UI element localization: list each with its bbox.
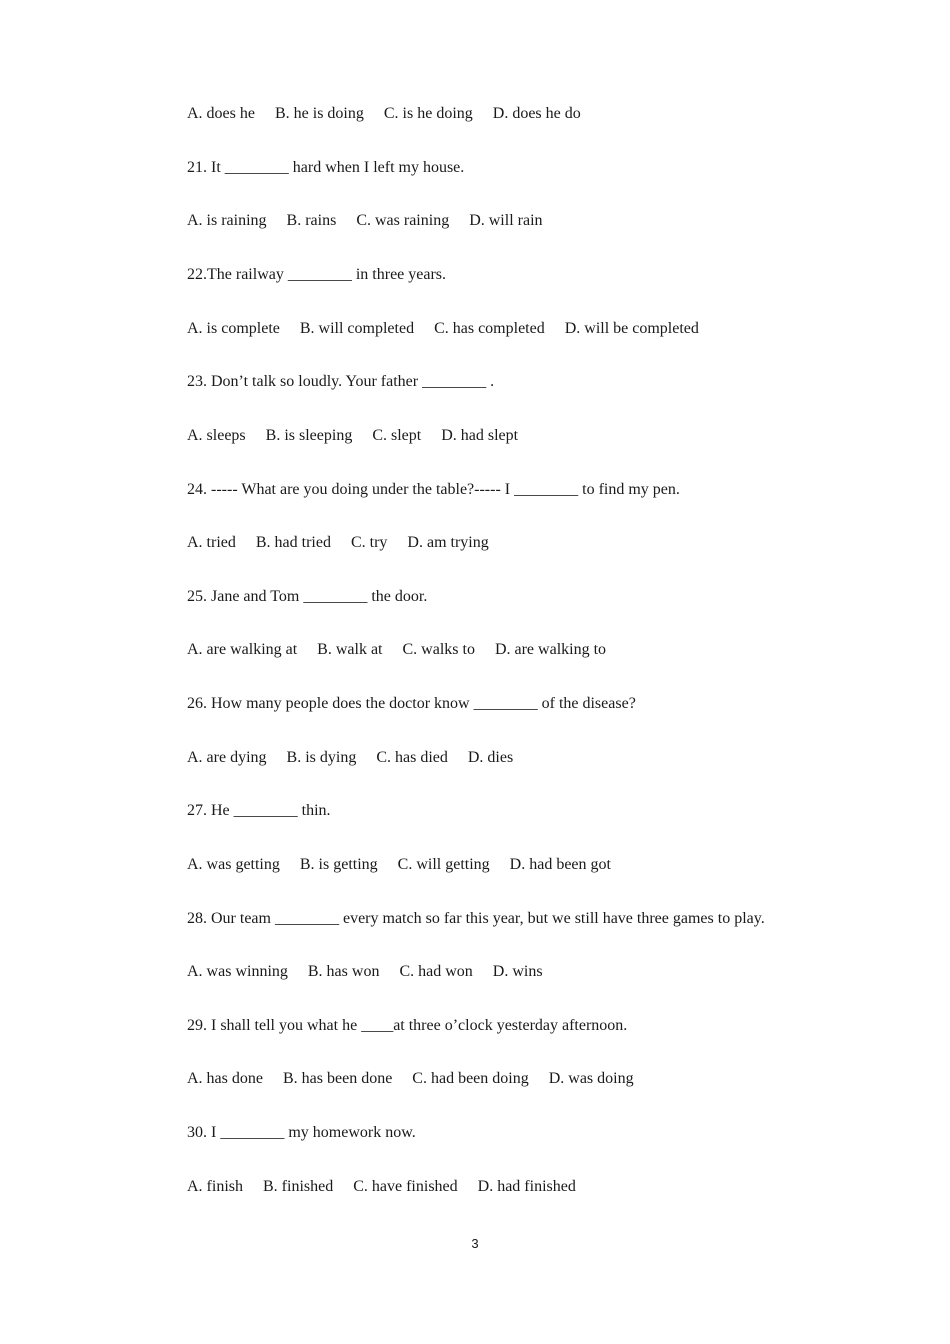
question-24: 24. ----- What are you doing under the table?----- I ________ to find my pen. (187, 481, 680, 498)
question-25: 25. Jane and Tom ________ the door. (187, 588, 428, 605)
options-q27: A. was getting B. is getting C. will getting D. had been got (187, 856, 611, 873)
options-q28: A. was winning B. has won C. had won D. wins (187, 963, 543, 980)
options-q20: A. does he B. he is doing C. is he doing D. does he do (187, 105, 581, 122)
question-23: 23. Don’t talk so loudly. Your father ________ . (187, 373, 495, 390)
options-q26: A. are dying B. is dying C. has died D. dies (187, 749, 514, 766)
question-28: 28. Our team ________ every match so far this year, but we still have three games to play. (187, 910, 765, 927)
question-29: 29. I shall tell you what he ____at three o’clock yesterday afternoon. (187, 1017, 628, 1034)
options-q29: A. has done B. has been done C. had been doing D. was doing (187, 1070, 634, 1087)
question-27: 27. He ________ thin. (187, 802, 331, 819)
options-q30: A. finish B. finished C. have finished D. had finished (187, 1178, 576, 1195)
question-22: 22.The railway ________ in three years. (187, 266, 447, 283)
options-q21: A. is raining B. rains C. was raining D. will rain (187, 212, 543, 229)
question-26: 26. How many people does the doctor know ________ of the disease? (187, 695, 636, 712)
question-21: 21. It ________ hard when I left my house. (187, 159, 465, 176)
options-q22: A. is complete B. will completed C. has completed D. will be completed (187, 320, 699, 337)
options-q25: A. are walking at B. walk at C. walks to D. are walking to (187, 641, 607, 658)
page-number: 3 (471, 1236, 479, 1251)
options-q24: A. tried B. had tried C. try D. am trying (187, 534, 489, 551)
options-q23: A. sleeps B. is sleeping C. slept D. had slept (187, 427, 519, 444)
question-30: 30. I ________ my homework now. (187, 1124, 416, 1141)
